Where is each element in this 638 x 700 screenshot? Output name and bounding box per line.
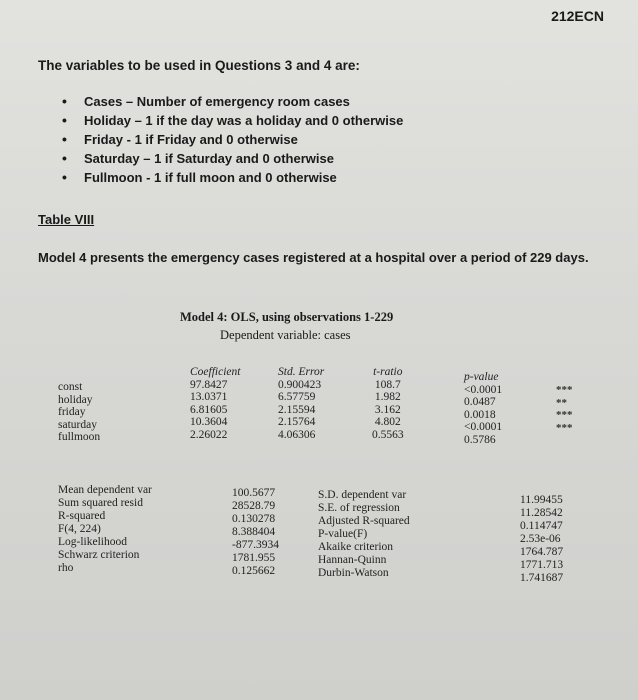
se-value: 0.900423 <box>278 378 322 391</box>
model-title: Model 4: OLS, using observations 1-229 <box>180 310 394 324</box>
stat-label: Akaike criterion <box>318 541 394 553</box>
stat-label: S.D. dependent var <box>318 489 407 501</box>
list-item: • Cases – Number of emergency room cases <box>58 92 403 111</box>
t-ratio-column <box>372 366 404 441</box>
p-value-header: p-value <box>464 371 499 383</box>
row-name: friday <box>58 406 86 418</box>
stat-value: 100.5677 <box>232 487 276 499</box>
coefficient-column <box>190 366 240 441</box>
stat-value: -877.3934 <box>232 539 279 551</box>
stat-label: R-squared <box>58 510 106 522</box>
stat-value: 11.99455 <box>520 494 563 506</box>
stat-label: F(4, 224) <box>58 523 101 535</box>
table-label: Table VIII <box>38 212 95 227</box>
t-value: 108.7 <box>374 378 401 391</box>
stat-value: 28528.79 <box>232 500 276 512</box>
row-name: saturday <box>58 418 97 431</box>
stat-label: Sum squared resid <box>58 497 143 509</box>
stat-value: 0.130278 <box>232 513 276 525</box>
stat-value: 2.53e-06 <box>520 533 561 545</box>
stat-label: S.E. of regression <box>318 502 400 514</box>
significance-stars: *** <box>556 421 573 434</box>
stat-value: 1.741687 <box>520 572 564 584</box>
stat-label: Log-likelihood <box>58 536 127 548</box>
stats-left-values <box>232 487 279 578</box>
stats-right-values <box>520 494 563 585</box>
t-value: 0.5563 <box>372 428 404 441</box>
p-value: 0.0018 <box>464 408 496 421</box>
t-value: 1.982 <box>374 391 401 403</box>
t-value: 4.802 <box>374 416 401 428</box>
t-value: 3.162 <box>374 403 401 416</box>
stats-right-labels <box>318 489 410 580</box>
coef-value: 97.8427 <box>190 378 228 391</box>
row-name: const <box>58 381 83 393</box>
p-value: <0.0001 <box>464 421 503 433</box>
se-value: 2.15594 <box>278 403 316 416</box>
coefficient-header: Coefficient <box>190 366 241 378</box>
stat-value: 8.388404 <box>232 526 276 538</box>
stat-value: 1781.955 <box>232 552 276 564</box>
significance-stars: *** <box>556 409 573 421</box>
model-description: Model 4 presents the emergency cases registered at a hospital over a period of 229 days. <box>38 250 589 265</box>
t-ratio-header: t-ratio <box>373 366 403 378</box>
variable-names-column <box>58 381 100 444</box>
list-item: • Fullmoon - 1 if full moon and 0 otherwise <box>58 168 403 187</box>
stat-label: Mean dependent var <box>58 484 152 496</box>
list-item: • Friday - 1 if Friday and 0 otherwise <box>58 130 403 149</box>
stat-value: 1771.713 <box>520 559 564 571</box>
stat-label: Durbin-Watson <box>318 567 389 579</box>
significance-stars: *** <box>556 384 573 396</box>
std-error-column <box>278 366 324 441</box>
stats-left-labels <box>58 484 152 575</box>
stat-value: 11.28542 <box>520 507 563 519</box>
se-value: 4.06306 <box>278 428 316 441</box>
se-value: 6.57759 <box>278 391 316 403</box>
coef-value: 6.81605 <box>190 403 228 416</box>
dependent-variable: Dependent variable: cases <box>220 328 351 342</box>
significance-stars-column <box>556 384 573 434</box>
list-item: • Holiday – 1 if the day was a holiday and 0 otherwise <box>58 111 403 130</box>
se-value: 2.15764 <box>278 416 316 428</box>
stat-label: Adjusted R-squared <box>318 515 410 527</box>
course-code: 212ECN <box>551 8 604 24</box>
coef-value: 10.3604 <box>190 416 228 428</box>
stat-value: 0.114747 <box>520 520 563 532</box>
stat-label: P-value(F) <box>318 528 368 540</box>
p-value: 0.0487 <box>464 396 496 408</box>
stat-label: rho <box>58 562 74 574</box>
list-item: • Saturday – 1 if Saturday and 0 otherwise <box>58 149 403 168</box>
coef-value: 13.0371 <box>190 391 228 403</box>
stat-value: 0.125662 <box>232 565 276 577</box>
p-value: <0.0001 <box>464 383 503 396</box>
row-name: holiday <box>58 393 93 406</box>
intro-heading: The variables to be used in Questions 3 and 4 are: <box>38 58 360 73</box>
p-value: 0.5786 <box>464 433 496 446</box>
significance-stars: ** <box>556 396 567 409</box>
p-value-column <box>464 371 502 446</box>
stat-label: Schwarz criterion <box>58 549 140 561</box>
stat-label: Hannan-Quinn <box>318 554 387 566</box>
stat-value: 1764.787 <box>520 546 564 558</box>
row-name: fullmoon <box>58 431 101 443</box>
coef-value: 2.26022 <box>190 428 228 441</box>
variable-list <box>58 92 403 187</box>
std-error-header: Std. Error <box>278 366 325 378</box>
